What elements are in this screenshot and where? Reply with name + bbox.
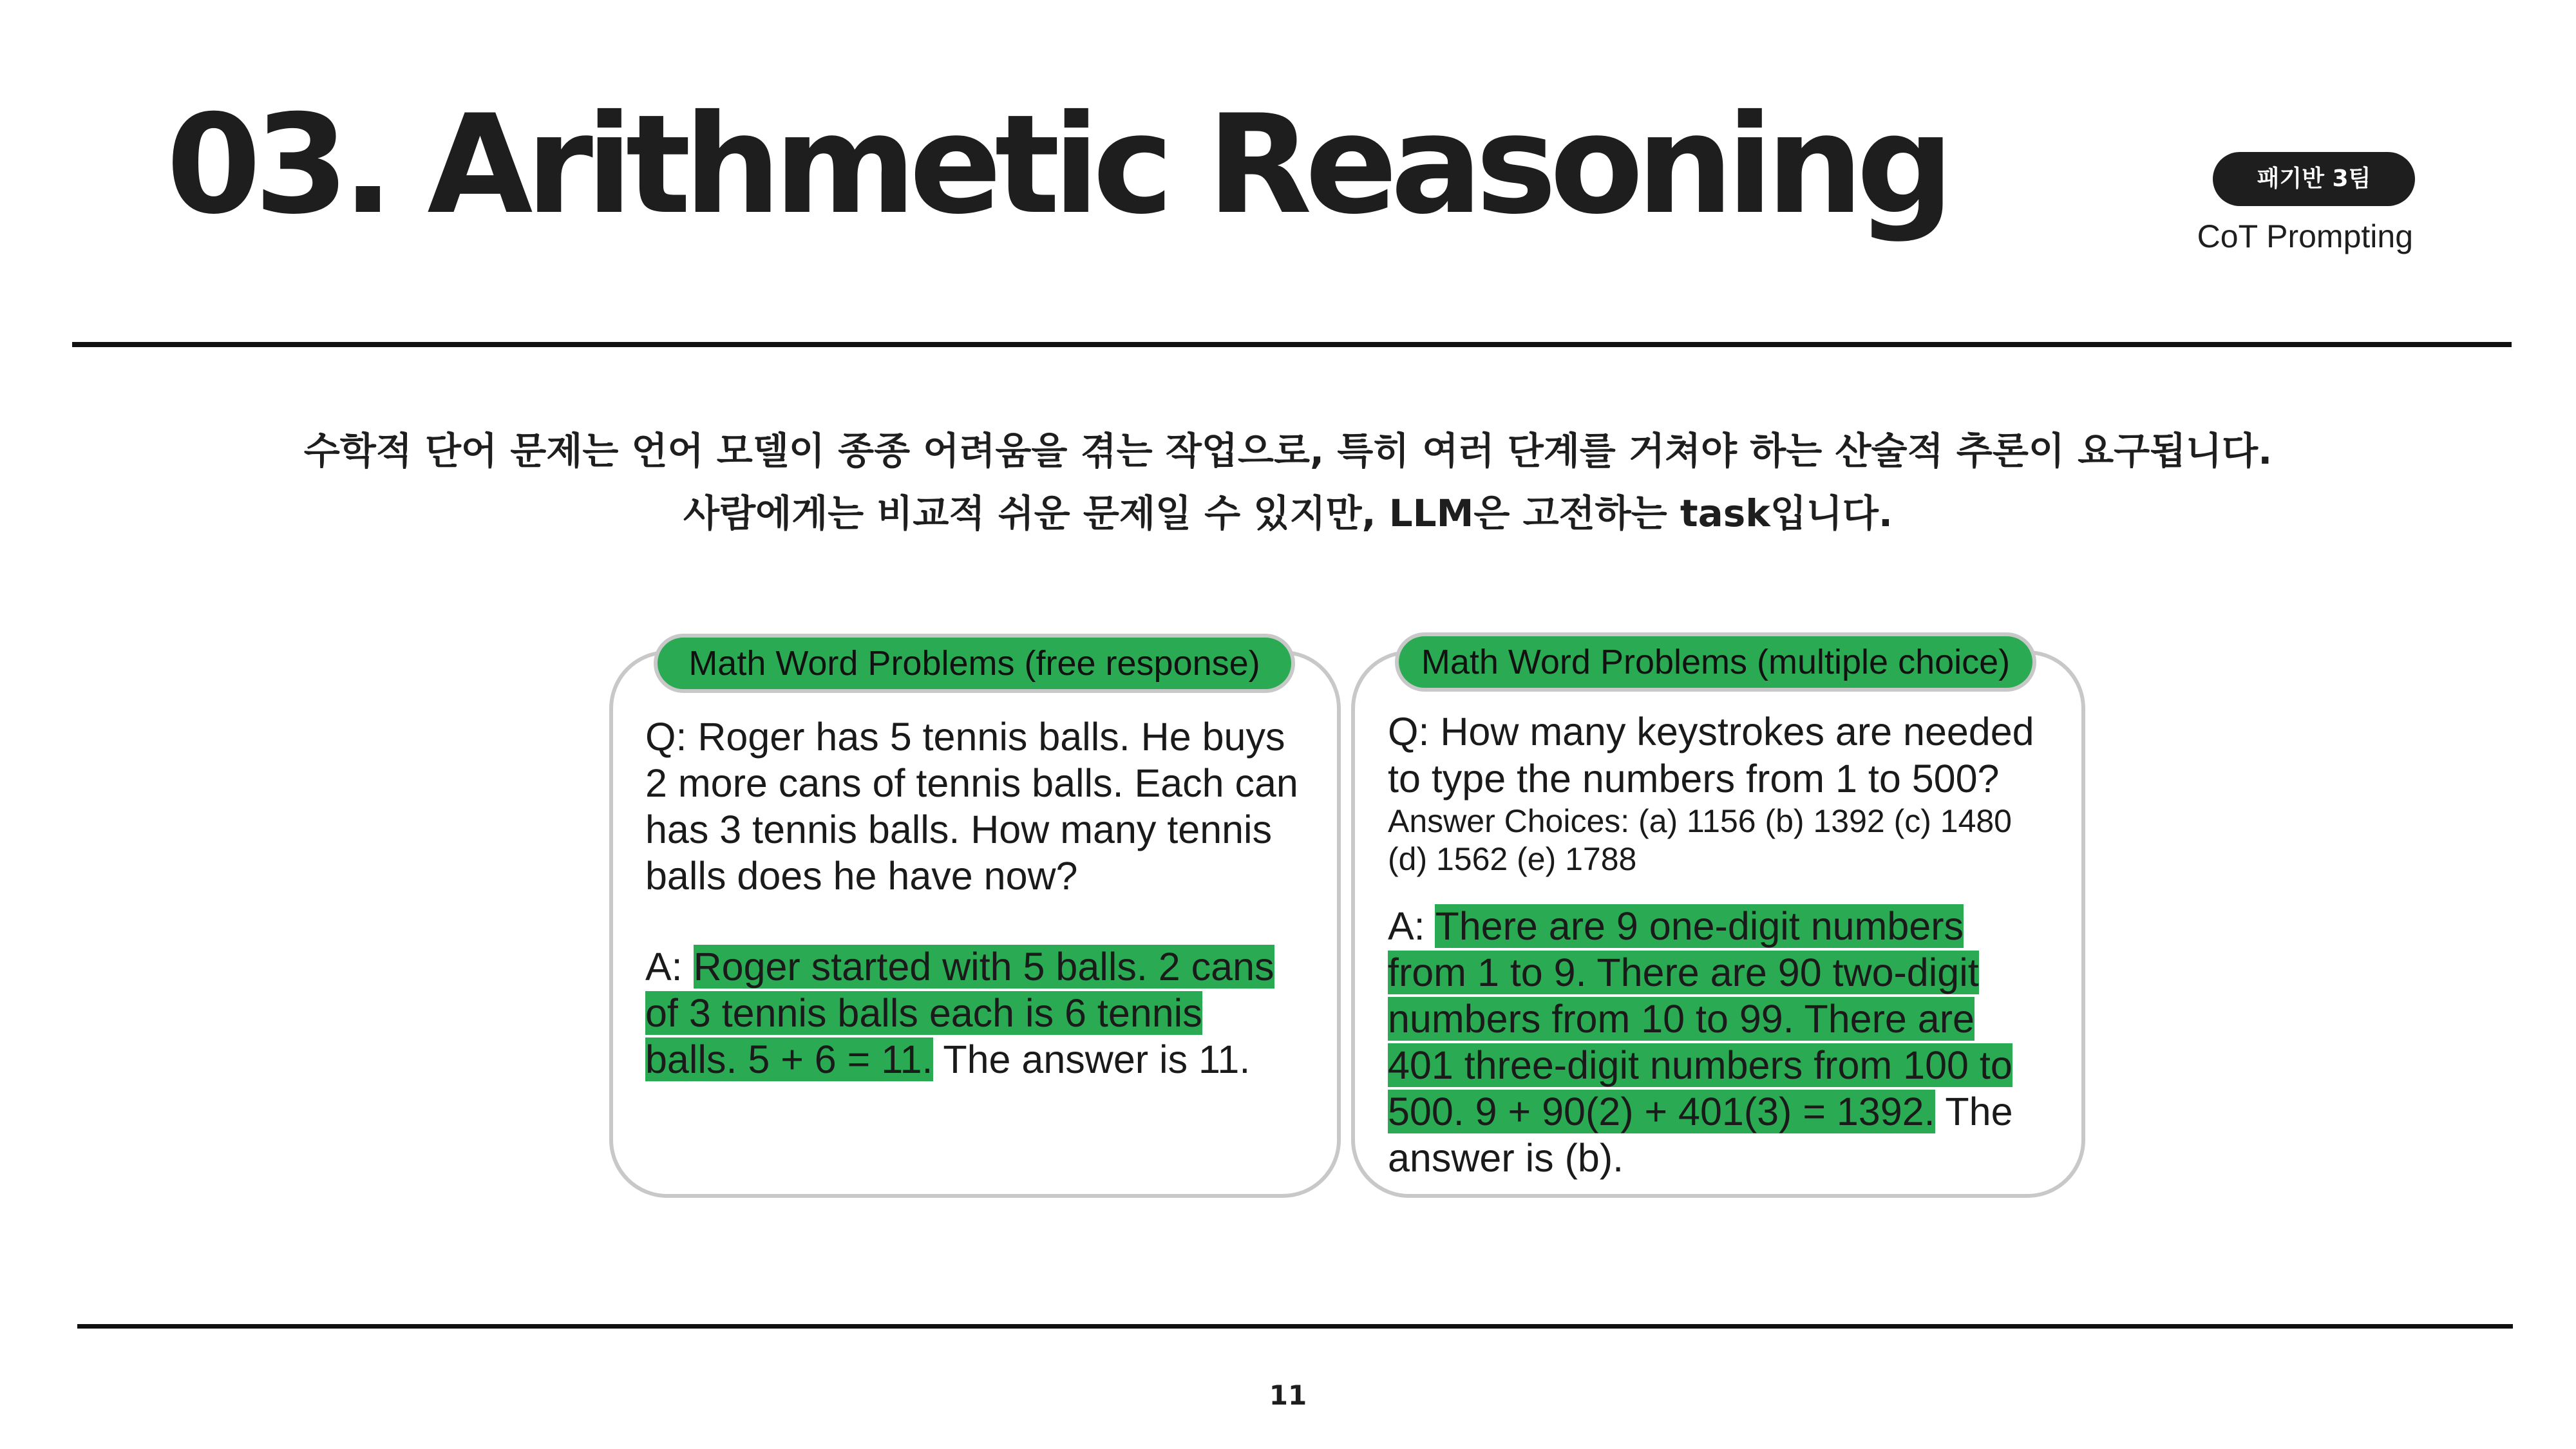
- answer-conclusion: The answer is 11.: [933, 1037, 1251, 1081]
- answer-choices: Answer Choices: (a) 1156 (b) 1392 (c) 1480 (d) 1562 (e) 1788: [1388, 803, 2012, 877]
- answer-conclusion: The answer is (b).: [1388, 1090, 2013, 1180]
- multiple-choice-question: Q: How many keystrokes are needed to type the numbers from 1 to 500?: [1388, 710, 2034, 800]
- highlighted-reasoning: Roger started with 5 balls. 2 cans of 3 tennis balls each is 6 tennis balls. 5 + 6 = 11.: [645, 945, 1274, 1081]
- intro-text: [0, 420, 2576, 545]
- highlighted-reasoning: There are 9 one-digit numbers from 1 to 9. There are 90 two-digit numbers from 10 to 99. There are 401 three-digit numbers from 100 to 500. 9 + 90(2) + 401(3) = 1392.: [1388, 904, 2012, 1133]
- free-response-question: Q: Roger has 5 tennis balls. He buys 2 more cans of tennis balls. Each can has 3 tennis balls. How many tennis balls does he have now?: [645, 715, 1298, 898]
- bottom-divider: [77, 1324, 2513, 1329]
- intro-line-2: 사람에게는 비교적 쉬운 문제일 수 있지만, LLM은 고전하는 task입니다.: [683, 491, 1893, 535]
- free-response-panel-header: Math Word Problems (free response): [654, 634, 1295, 693]
- multiple-choice-answer: [1388, 903, 2070, 1181]
- page-number: 11: [1269, 1379, 1307, 1411]
- slide-title: 03. Arithmetic Reasoning: [166, 85, 1947, 244]
- slide-subtitle: CoT Prompting: [2197, 218, 2413, 254]
- free-response-answer: [645, 943, 1328, 1083]
- intro-line-1: 수학적 단어 문제는 언어 모델이 종종 어려움을 겪는 작업으로, 특히 여러 단계를 거쳐야 하는 산술적 추론이 요구됩니다.: [303, 429, 2273, 473]
- top-divider: [72, 342, 2512, 347]
- answer-prefix: A:: [645, 945, 694, 989]
- answer-prefix: A:: [1388, 904, 1435, 948]
- team-badge: 패기반 3팀: [2213, 152, 2415, 206]
- multiple-choice-panel-header: Math Word Problems (multiple choice): [1395, 632, 2036, 692]
